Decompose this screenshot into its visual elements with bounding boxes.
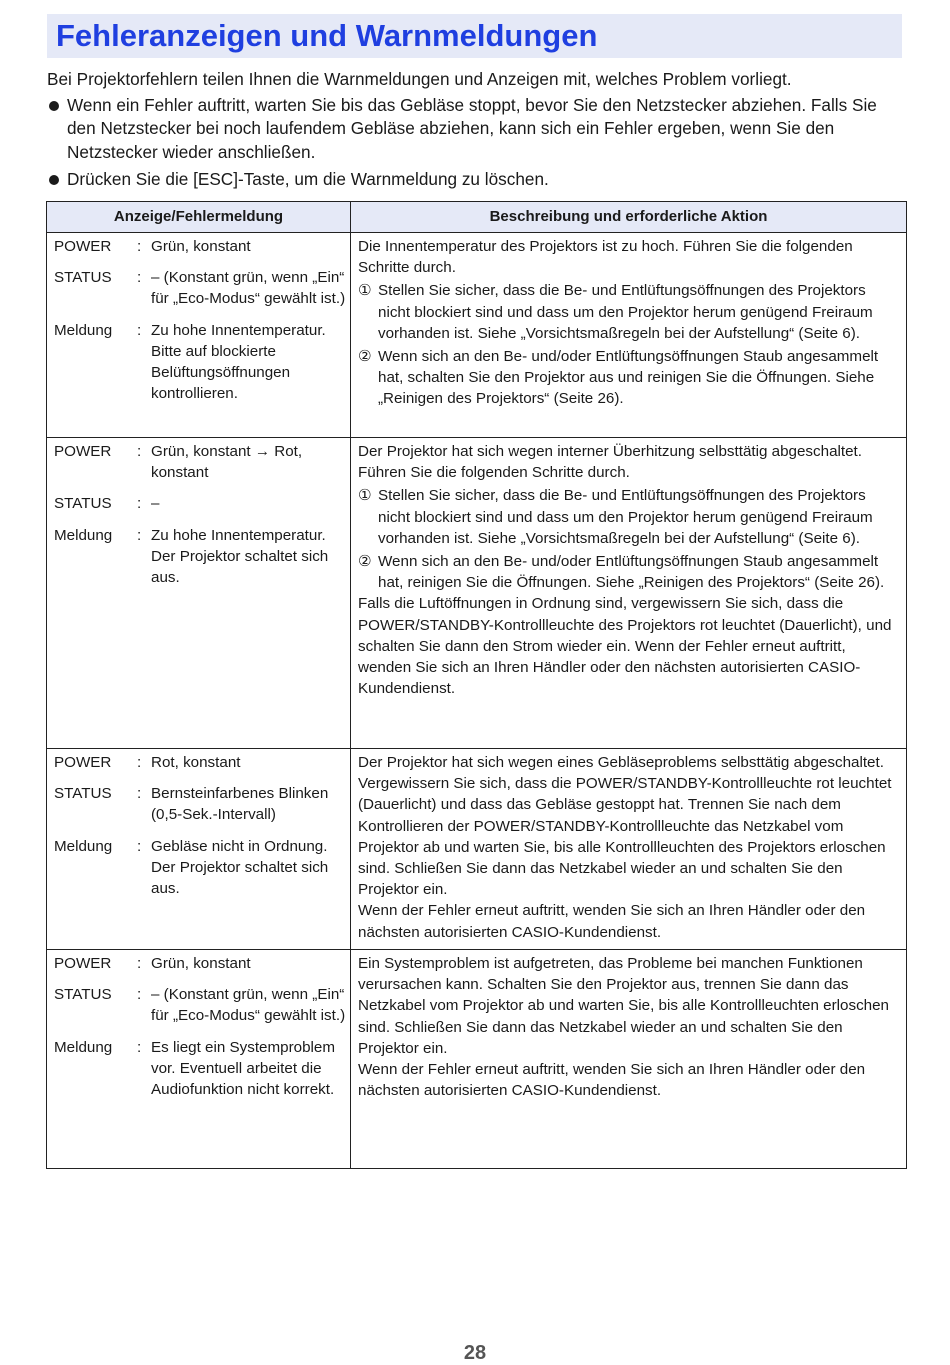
bullet-dot-icon (49, 175, 59, 185)
description-outro: Wenn der Fehler erneut auftritt, wenden Sie sich an Ihren Händler oder den nächsten autorisierten CASIO-Kundendienst. (358, 1061, 866, 1100)
status-indicator (54, 493, 346, 514)
status-label: STATUS (54, 495, 112, 513)
column-header-indicator: Anzeige/Fehlermeldung (47, 202, 351, 233)
colon-separator: : (137, 526, 142, 544)
step-item (358, 485, 898, 549)
power-value: Grün, konstant (151, 238, 251, 255)
page-title: Fehleranzeigen und Warnmeldungen (56, 18, 598, 53)
description-intro: Der Projektor hat sich wegen interner Überhitzung selbsttätig abgeschaltet. Führen Sie die folgenden Schritte durch. (358, 443, 862, 482)
title-bar (47, 14, 902, 58)
step-text: Wenn sich an den Be- und/oder Entlüftungsöffnungen Staub angesammelt hat, reinigen Sie die Öffnungen. Siehe „Reinigen des Projektors“ (Seite 26). (378, 553, 885, 592)
description-intro: Ein Systemproblem ist aufgetreten, das Probleme bei manchen Funktionen verursachen kann. Schalten Sie den Projektor aus, trennen Sie dann das Netzkabel vom Projektor ab und warten Sie, bis alle Kontrollleuchten erloschen sind. Schließen Sie dann das Netzkabel wieder an und schalten Sie den Projektor ein. (358, 955, 890, 1057)
message-value: Zu hohe Innentemperatur. Bitte auf blockierte Belüftungsöffnungen kontrollieren. (151, 321, 326, 403)
step-number: ① (358, 282, 372, 300)
power-value: Grün, konstant (151, 955, 251, 972)
colon-separator: : (137, 837, 142, 855)
message-label: Meldung (54, 526, 113, 544)
colon-separator: : (137, 955, 142, 972)
table-row (47, 950, 907, 1169)
table-row (47, 233, 907, 438)
message-value: Zu hohe Innentemperatur. Der Projektor schaltet sich aus. (151, 526, 329, 587)
page-number: 28 (463, 1342, 487, 1364)
column-header-description: Beschreibung und erforderliche Aktion (351, 202, 907, 233)
bullet-item (47, 94, 907, 165)
message-value: Es liegt ein Systemproblem vor. Eventuell arbeitet die Audiofunktion nicht korrekt. (151, 1038, 336, 1099)
power-value: Rot, konstant (151, 754, 241, 771)
message-value: Gebläse nicht in Ordnung. Der Projektor schaltet sich aus. (151, 837, 329, 898)
table-row (47, 438, 907, 749)
status-value: – (Konstant grün, wenn „Ein“ für „Eco-Modus“ gewählt ist.) (151, 986, 346, 1025)
bullet-text: Drücken Sie die [ESC]-Taste, um die Warnmeldung zu löschen. (67, 169, 549, 190)
message-indicator (54, 1037, 346, 1101)
table-row (47, 749, 907, 950)
power-label: POWER (54, 238, 112, 255)
power-indicator (54, 752, 346, 773)
step-text: Wenn sich an den Be- und/oder Entlüftungsöffnungen Staub angesammelt hat, schalten Sie den Projektor aus und reinigen Sie die Öffnungen. Siehe „Reinigen des Projektors“ (Seite 26). (378, 348, 879, 408)
status-value: Bernsteinfarbenes Blinken (0,5-Sek.-Intervall) (151, 785, 329, 824)
power-label: POWER (54, 955, 112, 972)
error-table (46, 201, 907, 1169)
colon-separator: : (137, 986, 142, 1004)
status-value: – (151, 495, 160, 513)
message-indicator (54, 320, 346, 405)
description-intro: Der Projektor hat sich wegen eines Gebläseproblems selbsttätig abgeschaltet. Vergewissern Sie sich, dass die POWER/STANDBY-Kontrollleuchte rot leuchtet (Dauerlicht) und dass das Gebläse gestoppt hat. Trennen Sie nach dem Kontrollieren der POWER/STANDBY-Kontrollleuchte das Netzkabel vom Projektor ab und warten Sie, bis alle Kontrollleuchten des Projektors erloschen sind. Schließen Sie dann das Netzkabel wieder an und schalten Sie den Projektor ein. (358, 754, 892, 899)
description-cell (351, 950, 907, 1169)
intro-section (47, 68, 907, 192)
step-text: Stellen Sie sicher, dass die Be- und Entlüftungsöffnungen des Projektors nicht blockiert sind und dass um den Projektor herum genügend Freiraum vorhanden ist. Siehe „Vorsichtsmaßregeln bei der Aufstellung“ (Seite 6). (378, 487, 873, 547)
bullet-text: Wenn ein Fehler auftritt, warten Sie bis das Gebläse stoppt, bevor Sie den Netzstecker abziehen. Falls Sie den Netzstecker bei noch laufendem Gebläse abziehen, kann sich ein Fehler ergeben, wenn Sie den Netzstecker wieder anschließen. (67, 94, 877, 162)
status-indicator (54, 267, 346, 309)
power-indicator (54, 953, 346, 974)
indicator-cell (47, 950, 351, 1169)
colon-separator: : (137, 754, 142, 771)
message-indicator (54, 836, 346, 900)
description-outro: Wenn der Fehler erneut auftritt, wenden Sie sich an Ihren Händler oder den nächsten autorisierten CASIO-Kundendienst. (358, 902, 866, 941)
power-indicator (54, 441, 346, 483)
description-outro: Falls die Luftöffnungen in Ordnung sind, vergewissern Sie sich, dass die POWER/STANDBY-Kontrollleuchte des Projektors rot leuchtet (Dauerlicht), und schalten Sie dann den Strom wieder ein. Wenn der Fehler erneut auftritt, wenden Sie sich an Ihren Händler oder den nächsten autorisierten CASIO-Kundendienst. (358, 595, 892, 698)
intro-text: Bei Projektorfehlern teilen Ihnen die Warnmeldungen und Anzeigen mit, welches Problem vorliegt. (47, 69, 792, 89)
colon-separator: : (137, 785, 142, 803)
colon-separator: : (137, 495, 142, 513)
power-indicator (54, 236, 346, 257)
power-value: Grün, konstant → Rot, konstant (151, 443, 303, 482)
colon-separator: : (137, 1038, 142, 1056)
message-label: Meldung (54, 321, 113, 339)
power-label: POWER (54, 754, 112, 771)
indicator-cell (47, 749, 351, 950)
step-text: Stellen Sie sicher, dass die Be- und Entlüftungsöffnungen des Projektors nicht blockiert sind und dass um den Projektor herum genügend Freiraum vorhanden ist. Siehe „Vorsichtsmaßregeln bei der Aufstellung“ (Seite 6). (378, 282, 873, 342)
description-cell (351, 438, 907, 749)
colon-separator: : (137, 321, 142, 339)
step-item (358, 551, 898, 593)
step-number: ② (358, 553, 372, 571)
message-label: Meldung (54, 837, 113, 855)
table-header-row (47, 202, 907, 233)
status-label: STATUS (54, 986, 112, 1004)
bullet-dot-icon (49, 101, 59, 111)
description-intro: Die Innentemperatur des Projektors ist zu hoch. Führen Sie die folgenden Schritte durch. (358, 238, 853, 277)
colon-separator: : (137, 269, 142, 287)
status-indicator (54, 984, 346, 1026)
message-label: Meldung (54, 1038, 113, 1056)
step-number: ② (358, 348, 372, 366)
power-label: POWER (54, 443, 112, 460)
colon-separator: : (137, 443, 142, 460)
colon-separator: : (137, 238, 142, 255)
status-indicator (54, 783, 346, 825)
step-number: ① (358, 487, 372, 505)
indicator-cell (47, 438, 351, 749)
message-indicator (54, 525, 346, 589)
indicator-cell (47, 233, 351, 438)
status-label: STATUS (54, 269, 112, 287)
description-cell (351, 233, 907, 438)
status-label: STATUS (54, 785, 112, 803)
bullet-item (47, 168, 907, 192)
step-item (358, 280, 898, 344)
description-cell (351, 749, 907, 950)
step-item (358, 346, 898, 410)
status-value: – (Konstant grün, wenn „Ein“ für „Eco-Modus“ gewählt ist.) (151, 269, 346, 308)
